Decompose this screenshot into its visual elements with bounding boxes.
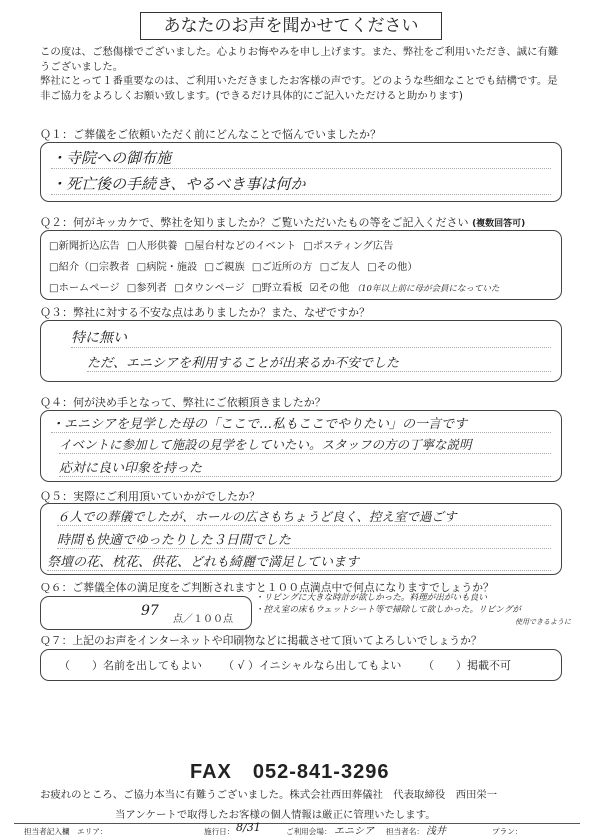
q6-score: 97 bbox=[141, 603, 159, 619]
q4-answer-2: イベントに参加して施設の見学をしていたい。スタッフの方の丁寧な説明 bbox=[59, 435, 551, 454]
q7-option-initials[interactable]: （ √ ）イニシャルなら出してもよい bbox=[223, 659, 402, 672]
checkbox-other-checked[interactable]: ☑その他 bbox=[309, 283, 350, 294]
q6-score-suffix: 点／１００点 bbox=[173, 614, 233, 625]
q6-question: Ｑ６：ご葬儀全体の満足度をご判断されますと１００点満点中で何点になりますでしょうか？ bbox=[40, 581, 494, 594]
q1-answer-2: ・死亡後の手続き、やるべき事は何か bbox=[51, 173, 551, 195]
q4-answer-3: 応対に良い印象を持った bbox=[59, 457, 551, 477]
q2-note: (複数回答可) bbox=[472, 219, 526, 229]
q6-comment-1: ・リビングに大きな時計が欲しかった。料理が出がいも良い bbox=[255, 593, 487, 603]
q4-answer-box[interactable] bbox=[40, 410, 562, 482]
checkbox-hospital[interactable]: □病院・施設 bbox=[136, 262, 198, 273]
q2-row-1 bbox=[49, 237, 393, 252]
checkbox-event[interactable]: □屋台村などのイベント bbox=[184, 241, 297, 252]
q3-answer-box[interactable] bbox=[40, 320, 562, 382]
staff-label: 担当者名： bbox=[386, 827, 424, 836]
staff-footer bbox=[14, 823, 580, 838]
plan-label: プラン： bbox=[492, 827, 523, 836]
venue-value: エニシア bbox=[334, 826, 374, 837]
checkbox-friends[interactable]: □ご友人 bbox=[319, 262, 360, 273]
q2-question-text: Ｑ２：何がキッカケで、弊社を知りましたか？ご覧いただいたもの等をご記入ください bbox=[40, 216, 469, 229]
q6-comment-2: ・控え室の床もウェットシート等で掃除して欲しかった。リビングが bbox=[255, 605, 521, 615]
q1-question: Ｑ１：ご葬儀をご依頼いただく前にどんなことで悩んでいましたか？ bbox=[40, 128, 381, 141]
date-label: 施行日： bbox=[204, 827, 235, 836]
q6-comment-3: 使用できるように bbox=[515, 618, 571, 626]
checkbox-townpage[interactable]: □タウンページ bbox=[174, 283, 245, 294]
q7-option-name[interactable]: （ ）名前を出してもよい bbox=[59, 659, 202, 672]
q3-answer-1: 特に無い bbox=[71, 327, 551, 348]
date-value: 8/31 bbox=[236, 821, 261, 834]
checkbox-referral[interactable]: □紹介（□宗教者 bbox=[49, 262, 130, 273]
q5-answer-3: 祭壇の花、枕花、供花、どれも綺麗で満足しています bbox=[47, 551, 551, 571]
page-title: あなたのお声を聞かせてください bbox=[140, 12, 442, 40]
intro-text bbox=[40, 45, 560, 103]
q2-row-2 bbox=[49, 258, 418, 273]
q2-row-3 bbox=[49, 279, 499, 294]
q2-other-text: （10年以上前に母が会員になっていた bbox=[352, 284, 500, 294]
venue-label: ご利用会場： bbox=[286, 827, 332, 836]
q3-answer-2: ただ、エニシアを利用することが出来るか不安でした bbox=[87, 352, 551, 372]
intro-paragraph-1: この度は、ご愁傷様でございました。心よりお悔やみを申し上げます。また、弊社をご利用いただき、誠に有難うございました。 bbox=[40, 46, 559, 73]
intro-paragraph-2: 弊社にとって１番重要なのは、ご利用いただきましたお客様の声です。どのような些細なことでも結構です。是非ご協力をよろしくお願い致します。(できるだけ具体的にご記入いただけると助かります) bbox=[40, 75, 558, 102]
thanks-text: お疲れのところ、ご協力本当に有難うございました。株式会社西田葬儀社 代表取締役 西田栄一 bbox=[40, 789, 498, 801]
checkbox-relatives[interactable]: □ご親族 bbox=[204, 262, 245, 273]
checkbox-referral-other[interactable]: □その他） bbox=[367, 262, 418, 273]
checkbox-attendee[interactable]: □参列者 bbox=[126, 283, 167, 294]
q5-answer-1: ６人での葬儀でしたが、ホールの広さもちょうど良く、控え室で過ごす bbox=[57, 507, 551, 526]
q2-checkbox-box bbox=[40, 230, 562, 300]
q1-answer-box[interactable] bbox=[40, 142, 562, 202]
q1-answer-1: ・寺院への御布施 bbox=[51, 147, 551, 169]
checkbox-signboard[interactable]: □野立看板 bbox=[252, 283, 303, 294]
q7-option-no-publish[interactable]: （ ）掲載不可 bbox=[423, 659, 511, 672]
checkbox-homepage[interactable]: □ホームページ bbox=[49, 283, 120, 294]
q5-answer-2: 時間も快適でゆったりした３日間でした bbox=[57, 529, 551, 549]
checkbox-posting[interactable]: □ポスティング広告 bbox=[303, 241, 394, 252]
checkbox-neighbors[interactable]: □ご近所の方 bbox=[251, 262, 313, 273]
q3-question: Ｑ３：弊社に対する不安な点はありましたか？また、なぜですか？ bbox=[40, 306, 370, 319]
checkbox-doll-memorial[interactable]: □人形供養 bbox=[127, 241, 178, 252]
q5-question: Ｑ５：実際にご利用頂いていかがでしたか？ bbox=[40, 490, 260, 503]
q2-question bbox=[40, 214, 525, 230]
q4-answer-1: ・エニシアを見学した母の「ここで…私もここでやりたい」の一言です bbox=[51, 413, 551, 433]
area-label: 担当者記入欄 エリア： bbox=[24, 827, 108, 836]
q7-options-box bbox=[40, 649, 562, 681]
q5-answer-box[interactable] bbox=[40, 503, 562, 575]
fax-number: FAX 052-841-3296 bbox=[190, 761, 390, 783]
q7-question: Ｑ７：上記のお声をインターネットや印刷物などに掲載させて頂いてよろしいでしょうか？ bbox=[40, 634, 482, 647]
checkbox-newspaper[interactable]: □新聞折込広告 bbox=[49, 241, 120, 252]
q6-score-box[interactable] bbox=[40, 596, 252, 630]
staff-value: 浅井 bbox=[426, 826, 446, 837]
q6-comments bbox=[255, 592, 575, 628]
privacy-text: 当アンケートで取得したお客様の個人情報は厳正に管理いたします。 bbox=[115, 809, 436, 821]
q4-question: Ｑ４：何が決め手となって、弊社にご依頼頂きましたか？ bbox=[40, 396, 326, 409]
